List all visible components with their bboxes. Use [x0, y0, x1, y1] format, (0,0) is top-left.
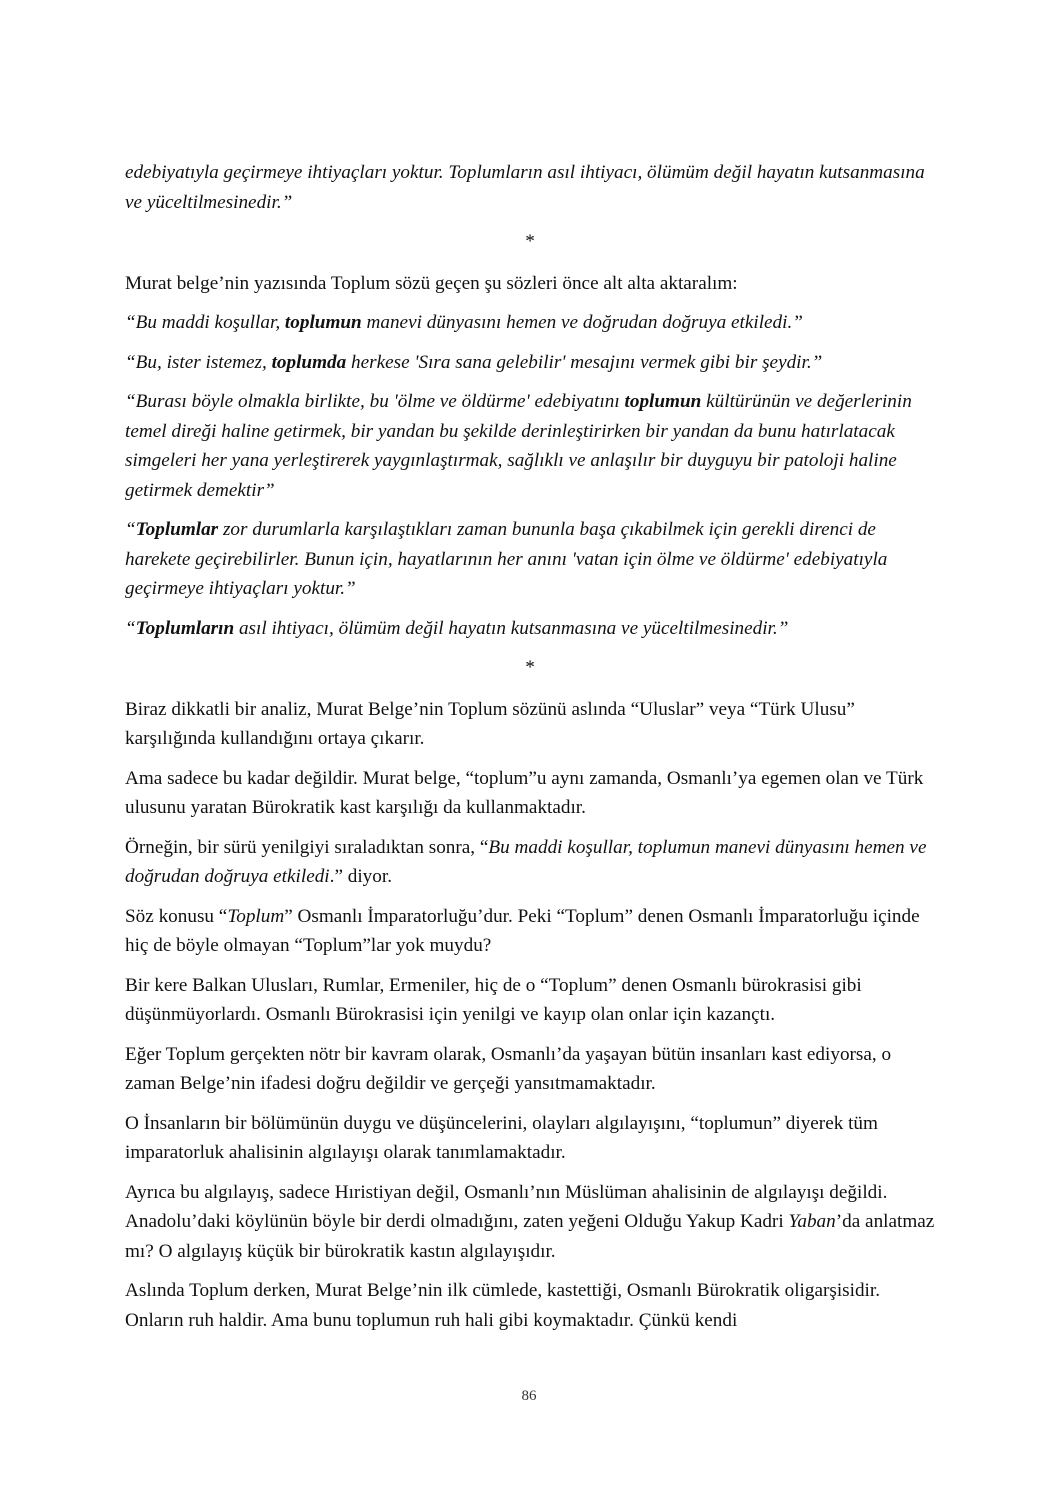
quote-5: “Toplumların asıl ihtiyacı, ölümüm değil hayatın kutsanmasına ve yüceltilmesinedir.”: [125, 617, 789, 639]
document-page: [125, 158, 935, 1345]
body-paragraph: Aslında Toplum derken, Murat Belge’nin ilk cümlede, kastettiği, Osmanlı Bürokratik oligarşisidir. Onların ruh haldir. Ama bunu toplumun ruh hali gibi koymaktadır. Çünkü kendi: [125, 1280, 881, 1331]
body-paragraph: Söz konusu “Toplum” Osmanlı İmparatorluğu’dur. Peki “Toplum” denen Osmanlı İmparatorluğu içinde hiç de böyle olmayan “Toplum”lar yok muydu?: [125, 905, 920, 956]
section-separator-1: *: [525, 231, 535, 252]
page-number: 86: [521, 1388, 537, 1404]
body-paragraph: Bir kere Balkan Ulusları, Rumlar, Ermeniler, hiç de o “Toplum” denen Osmanlı bürokrasisi gibi düşünmüyorlardı. Osmanlı Bürokrasisi için yenilgi ve kayıp olan onlar için kazançtı.: [125, 974, 862, 1025]
lead-quote: edebiyatıyla geçirmeye ihtiyaçları yoktur. Toplumların asıl ihtiyacı, ölümüm değil hayatın kutsanmasına ve yüceltilmesinedir.”: [125, 162, 925, 213]
body-paragraph: Biraz dikkatli bir analiz, Murat Belge’nin Toplum sözünü aslında “Uluslar” veya “Türk Ulusu” karşılığında kullandığını ortaya çıkarır.: [125, 698, 855, 749]
quote-2: “Bu, ister istemez, toplumda herkese 'Sıra sana gelebilir' mesajını vermek gibi bir şeydir.”: [125, 351, 823, 373]
quote-1: “Bu maddi koşullar, toplumun manevi dünyasını hemen ve doğrudan doğruya etkiledi.”: [125, 312, 803, 333]
section-separator-2: *: [525, 657, 535, 678]
body-paragraph: Ama sadece bu kadar değildir. Murat belge, “toplum”u aynı zamanda, Osmanlı’ya egemen olan ve Türk ulusunu yaratan Bürokratik kast karşılığı da kullanmaktadır.: [125, 767, 924, 818]
body-paragraph: Ayrıca bu algılayış, sadece Hıristiyan değil, Osmanlı’nın Müslüman ahalisinin de algılayışı değildi. Anadolu’daki köylünün böyle bir derdi olmadığını, zaten yeğeni Olduğu Yakup Kadri Yaban’da anlatmaz mı? O algılayış küçük bir bürokratik kastın algılayışıdır.: [125, 1181, 935, 1262]
intro-paragraph: Murat belge’nin yazısında Toplum sözü geçen şu sözleri önce alt alta aktaralım:: [125, 272, 738, 294]
quote-4: “Toplumlar zor durumlarla karşılaştıkları zaman bununla başa çıkabilmek için gerekli direnci de harekete geçirebilirler. Bunun için, hayatlarının her anını 'vatan için ölme ve öldürme' edebiyatıyla geçirmeye ihtiyaçları yoktur.”: [125, 519, 888, 599]
body-paragraph: Eğer Toplum gerçekten nötr bir kavram olarak, Osmanlı’da yaşayan bütün insanları kast ediyorsa, o zaman Belge’nin ifadesi doğru değildir ve gerçeği yansıtmamaktadır.: [125, 1043, 892, 1094]
body-paragraph: Örneğin, bir sürü yenilgiyi sıraladıktan sonra, “Bu maddi koşullar, toplumun manevi dünyasını hemen ve doğrudan doğruya etkiledi.” diyor.: [125, 836, 927, 887]
body-paragraph: O İnsanların bir bölümünün duygu ve düşüncelerini, olayları algılayışını, “toplumun” diyerek tüm imparatorluk ahalisinin algılayışı olarak tanımlamaktadır.: [125, 1112, 878, 1163]
quote-3: “Burası böyle olmakla birlikte, bu 'ölme ve öldürme' edebiyatını toplumun kültürünün ve değerlerinin temel direği haline getirmek, bir yandan bu şekilde derinleştirirken bir yandan da bunu hatırlatacak simgeleri her yana yerleştirerek yaygınlaştırmak, sağlıklı ve anlaşılır bir duyguyu bir patoloji haline getirmek demektir”: [125, 391, 912, 501]
